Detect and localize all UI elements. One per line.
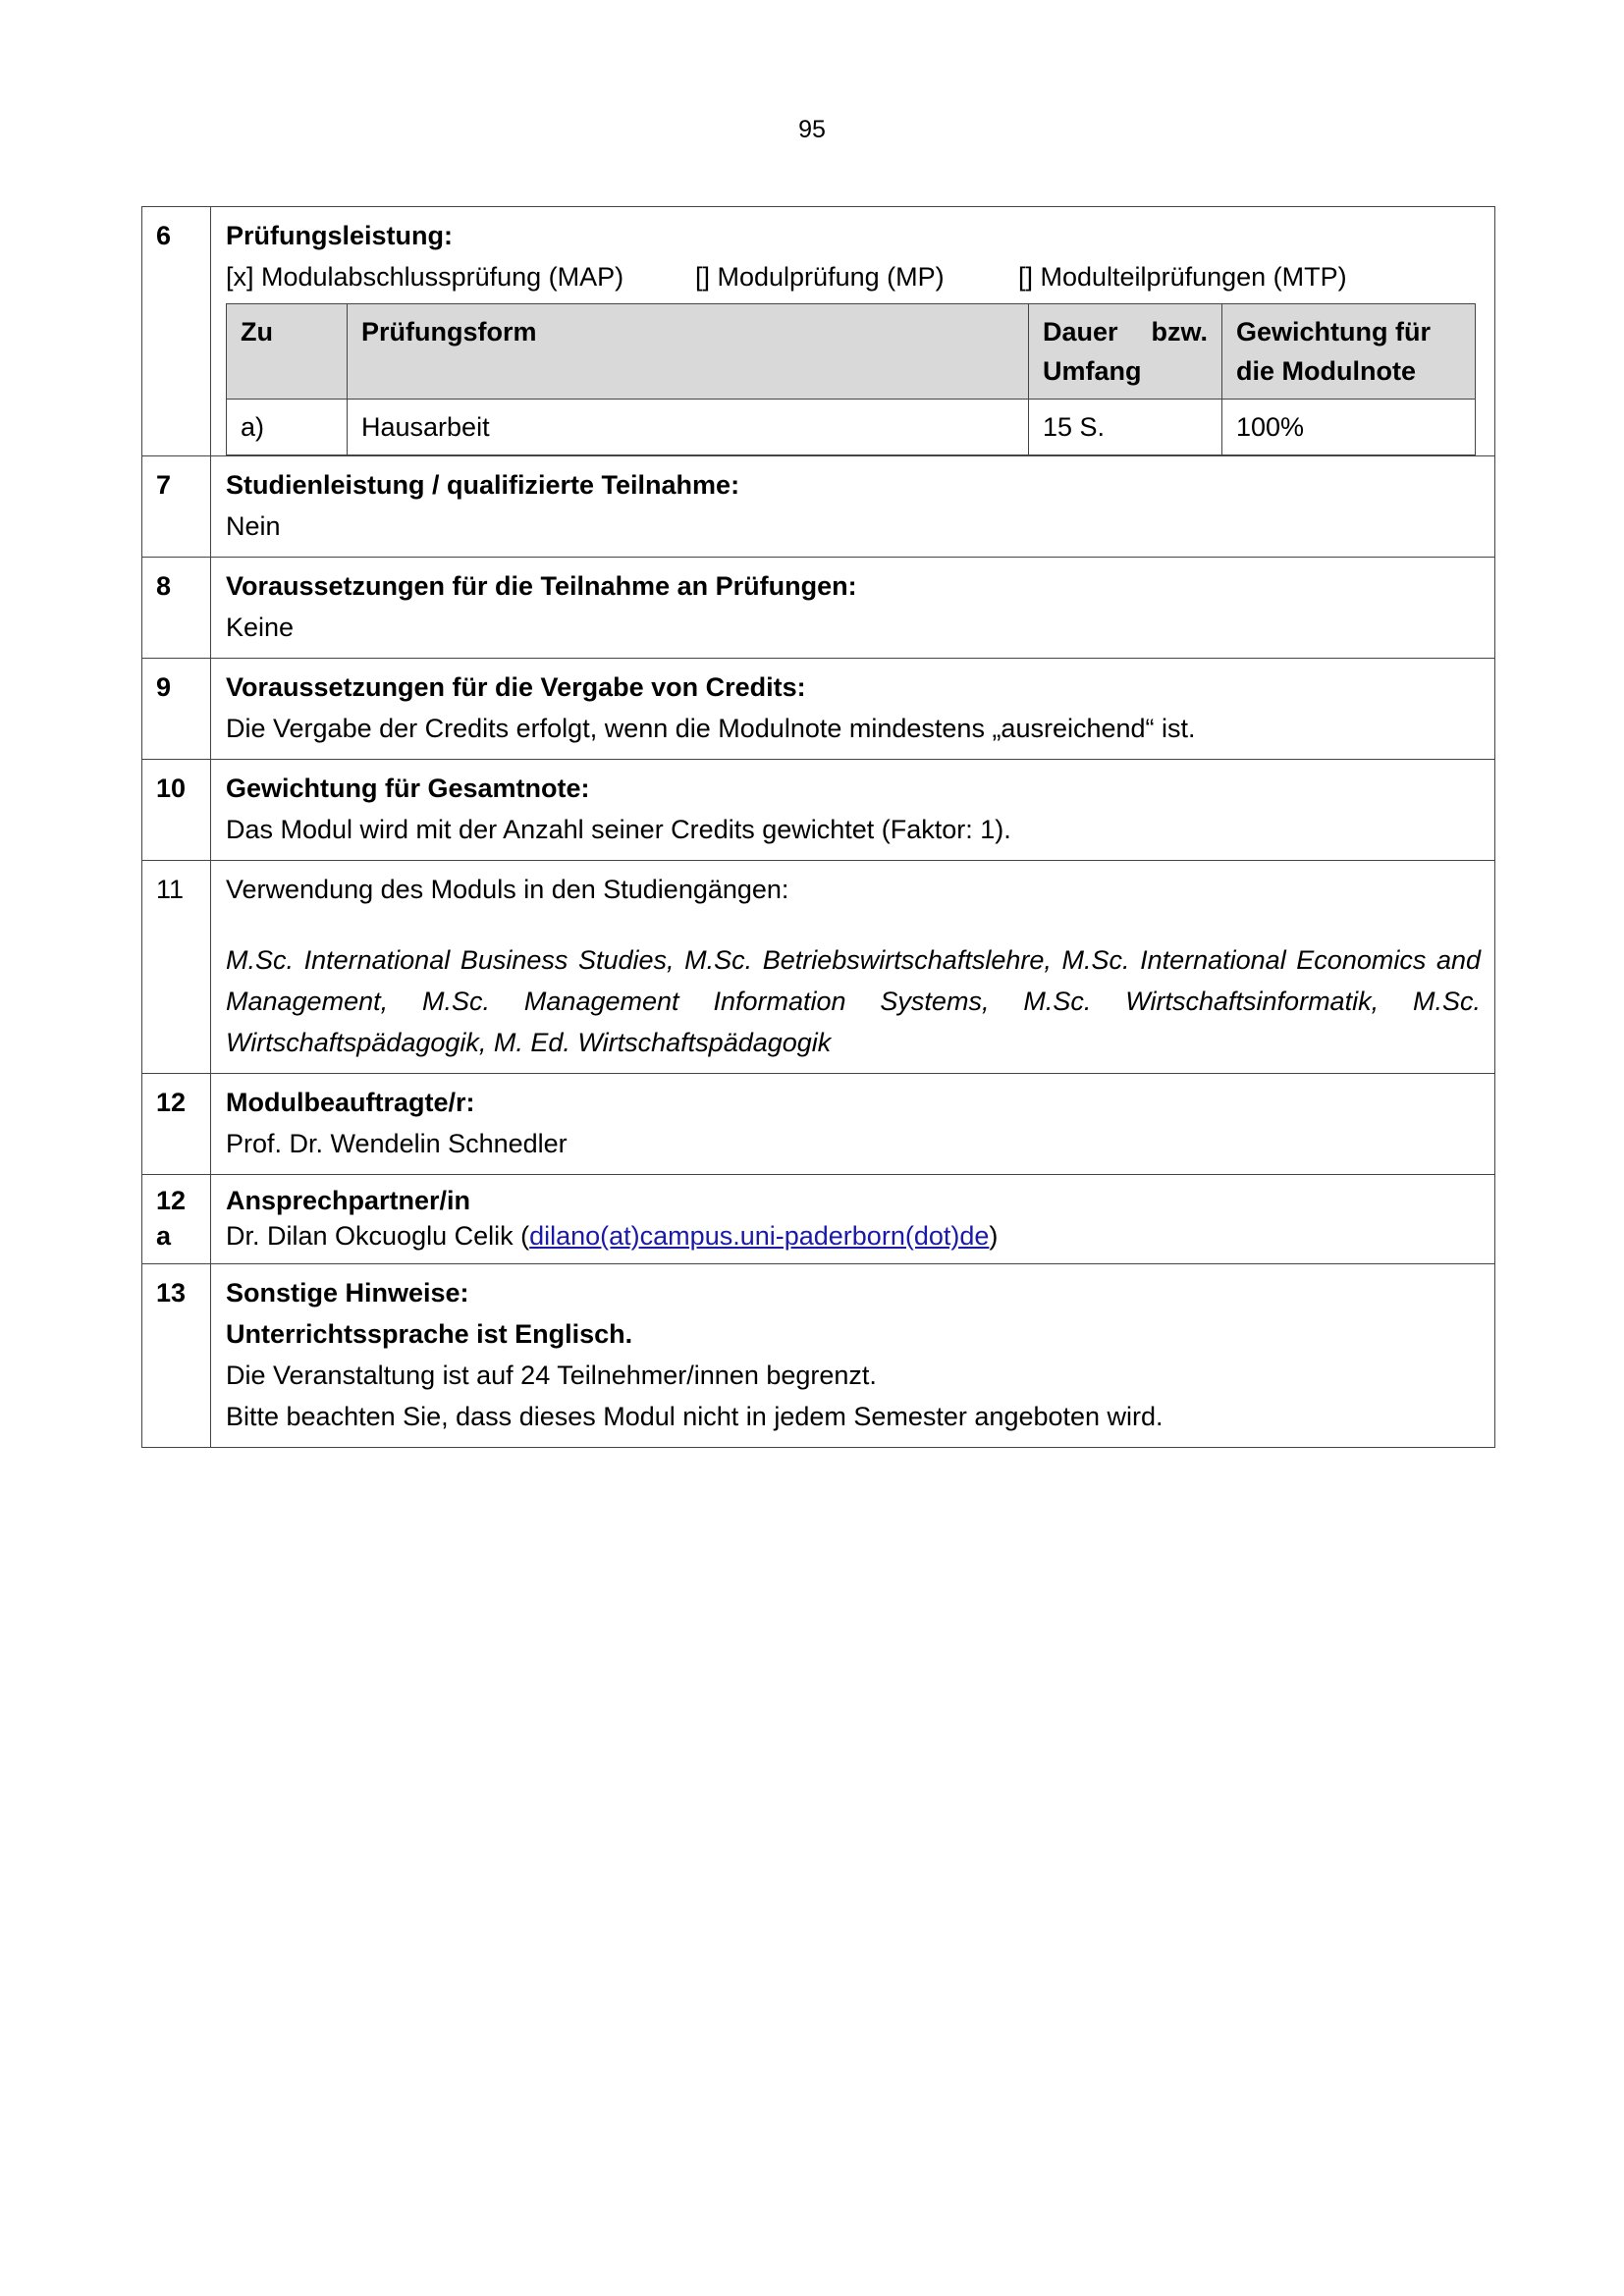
cell-zu: a) — [227, 400, 348, 455]
section-heading: Prüfungsleistung: — [226, 221, 453, 250]
row-number: 6 — [142, 207, 211, 456]
row-pruefungsleistung — [142, 207, 1495, 456]
contact-close-paren: ) — [989, 1221, 999, 1251]
exam-table-header — [227, 304, 1476, 400]
study-programs: M.Sc. International Business Studies, M.Sc. Betriebswirtschaftslehre, M.Sc. International Economics and Management, M.Sc. Management Information Systems, M.Sc. Wirtschaftsinformatik, M.Sc. Wirtschaftspädagogik, M. Ed. Wirtschaftspädagogik — [226, 945, 1481, 1057]
section-heading: Studienleistung / qualifizierte Teilnahme: — [226, 470, 740, 500]
row-number-line-2: a — [156, 1221, 172, 1251]
section-heading: Voraussetzungen für die Teilnahme an Prüfungen: — [226, 571, 857, 601]
header-umfang-word: Umfang — [1043, 356, 1142, 386]
header-dauer — [1029, 304, 1222, 400]
row-content — [211, 207, 1495, 456]
row-number: 9 — [142, 659, 211, 760]
row-number — [142, 1175, 211, 1264]
section-heading: Modulbeauftragte/r: — [226, 1088, 475, 1117]
header-zu: Zu — [227, 304, 348, 400]
page-number: 95 — [798, 116, 826, 143]
row-modulbeauftragte — [142, 1074, 1495, 1175]
cell-dauer: 15 S. — [1029, 400, 1222, 455]
row-number: 11 — [142, 861, 211, 1074]
row-content — [211, 1074, 1495, 1175]
row-ansprechpartner — [142, 1175, 1495, 1264]
section-text: Das Modul wird mit der Anzahl seiner Credits gewichtet (Faktor: 1). — [226, 815, 1011, 844]
row-content — [211, 1175, 1495, 1264]
row-content — [211, 456, 1495, 558]
row-content — [211, 558, 1495, 659]
section-text: Keine — [226, 613, 295, 642]
header-pruefungsform: Prüfungsform — [348, 304, 1029, 400]
option-mtp: [] Modulteilprüfungen (MTP) — [1018, 262, 1347, 292]
row-content — [211, 861, 1495, 1074]
row-number-line-1: 12 — [156, 1186, 187, 1215]
section-heading: Sonstige Hinweise: — [226, 1278, 469, 1308]
section-text: Nein — [226, 511, 281, 541]
row-content — [211, 760, 1495, 861]
section-heading: Verwendung des Moduls in den Studiengängen: — [226, 875, 789, 904]
contact-name: Dr. Dilan Okcuoglu Celik ( — [226, 1221, 530, 1251]
header-dauer-word: Dauer — [1043, 317, 1118, 347]
cell-gewichtung: 100% — [1222, 400, 1476, 455]
header-bzw-word: bzw. — [1151, 317, 1208, 347]
row-sonstige-hinweise — [142, 1264, 1495, 1448]
header-gewichtung: Gewichtung für die Modulnote — [1222, 304, 1476, 400]
row-number: 8 — [142, 558, 211, 659]
module-description-table — [141, 206, 1495, 1448]
row-number: 13 — [142, 1264, 211, 1448]
row-voraussetzungen-credits — [142, 659, 1495, 760]
row-verwendung — [142, 861, 1495, 1074]
row-studienleistung — [142, 456, 1495, 558]
exam-table — [226, 303, 1476, 455]
table-row — [227, 400, 1476, 455]
language-note: Unterrichtssprache ist Englisch. — [226, 1319, 633, 1349]
row-number: 7 — [142, 456, 211, 558]
section-text: Prof. Dr. Wendelin Schnedler — [226, 1129, 568, 1158]
row-content — [211, 1264, 1495, 1448]
row-number: 10 — [142, 760, 211, 861]
contact-email-link[interactable]: dilano(at)campus.uni-paderborn(dot)de — [529, 1221, 990, 1251]
row-voraussetzungen-teilnahme — [142, 558, 1495, 659]
section-heading: Ansprechpartner/in — [226, 1186, 471, 1215]
section-text: Die Vergabe der Credits erfolgt, wenn die Modulnote mindestens „ausreichend“ ist. — [226, 714, 1196, 743]
option-map: [x] Modulabschlussprüfung (MAP) — [226, 262, 624, 292]
row-number: 12 — [142, 1074, 211, 1175]
cell-pruefungsform: Hausarbeit — [348, 400, 1029, 455]
row-content — [211, 659, 1495, 760]
section-heading: Gewichtung für Gesamtnote: — [226, 774, 590, 803]
exam-type-options — [226, 256, 1481, 297]
contact-line — [226, 1218, 1481, 1254]
participant-limit-note: Die Veranstaltung ist auf 24 Teilnehmer/innen begrenzt. — [226, 1361, 877, 1390]
semester-note: Bitte beachten Sie, dass dieses Modul nicht in jedem Semester angeboten wird. — [226, 1402, 1164, 1431]
section-heading: Voraussetzungen für die Vergabe von Credits: — [226, 672, 806, 702]
row-gewichtung — [142, 760, 1495, 861]
option-mp: [] Modulprüfung (MP) — [695, 262, 945, 292]
